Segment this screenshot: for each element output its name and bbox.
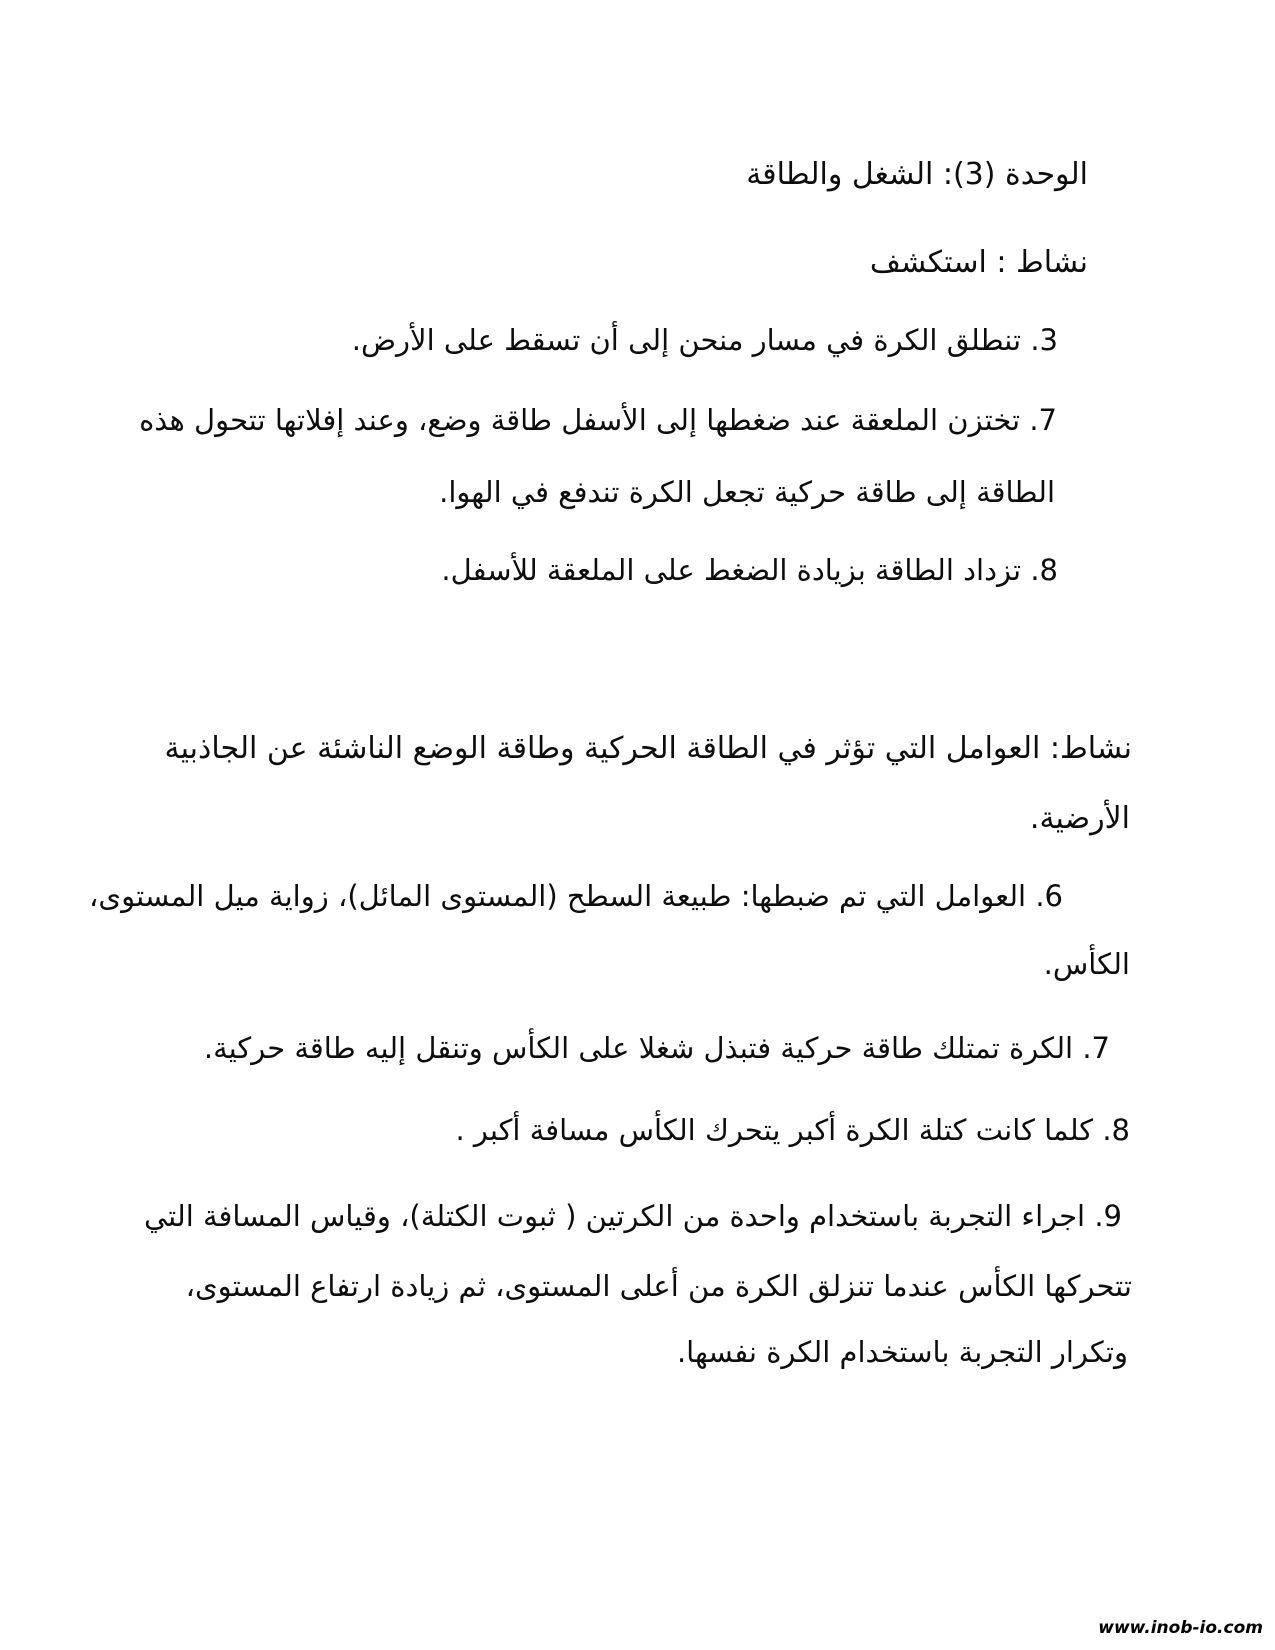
- activity-2-item-7: 7. الكرة تمتلك طاقة حركية فتبذل شغلا على الكأس وتنقل إليه طاقة حركية.: [203, 1031, 1110, 1065]
- activity-2-item-8: 8. كلما كانت كتلة الكرة أكبر يتحرك الكأس مسافة أكبر .: [455, 1113, 1130, 1147]
- activity-2-heading-line-1: نشاط: العوامل التي تؤثر في الطاقة الحركية وطاقة الوضع الناشئة عن الجاذبية: [164, 731, 1132, 766]
- activity-2-item-9-line-2: تتحركها الكأس عندما تنزلق الكرة من أعلى المستوى، ثم زيادة ارتفاع المستوى،: [185, 1269, 1132, 1303]
- site-watermark: www.inob-io.com: [1098, 1618, 1263, 1638]
- activity-1-item-7-line-1: 7. تختزن الملعقة عند ضغطها إلى الأسفل طاقة وضع، وعند إفلاتها تتحول هذه: [139, 403, 1057, 437]
- activity-1-item-3: 3. تنطلق الكرة في مسار منحن إلى أن تسقط على الأرض.: [351, 323, 1058, 357]
- activity-2-heading-line-2: الأرضية.: [1029, 801, 1130, 836]
- activity-2-item-6-line-1: 6. العوامل التي تم ضبطها: طبيعة السطح (المستوى المائل)، زواية ميل المستوى،: [89, 879, 1063, 913]
- activity-2-item-9-line-1: 9. اجراء التجربة باستخدام واحدة من الكرتين ( ثبوت الكتلة)، وقياس المسافة التي: [143, 1199, 1122, 1233]
- unit-title: الوحدة (3): الشغل والطاقة: [746, 157, 1088, 192]
- activity-2-item-6-line-2: الكأس.: [1043, 947, 1130, 981]
- activity-1-item-7-line-2: الطاقة إلى طاقة حركية تجعل الكرة تندفع في الهوا.: [439, 475, 1055, 509]
- activity-2-item-9-line-3: وتكرار التجربة باستخدام الكرة نفسها.: [676, 1335, 1128, 1369]
- activity-1-item-8: 8. تزداد الطاقة بزيادة الضغط على الملعقة للأسفل.: [441, 553, 1058, 587]
- activity-1-heading: نشاط : استكشف: [869, 245, 1088, 280]
